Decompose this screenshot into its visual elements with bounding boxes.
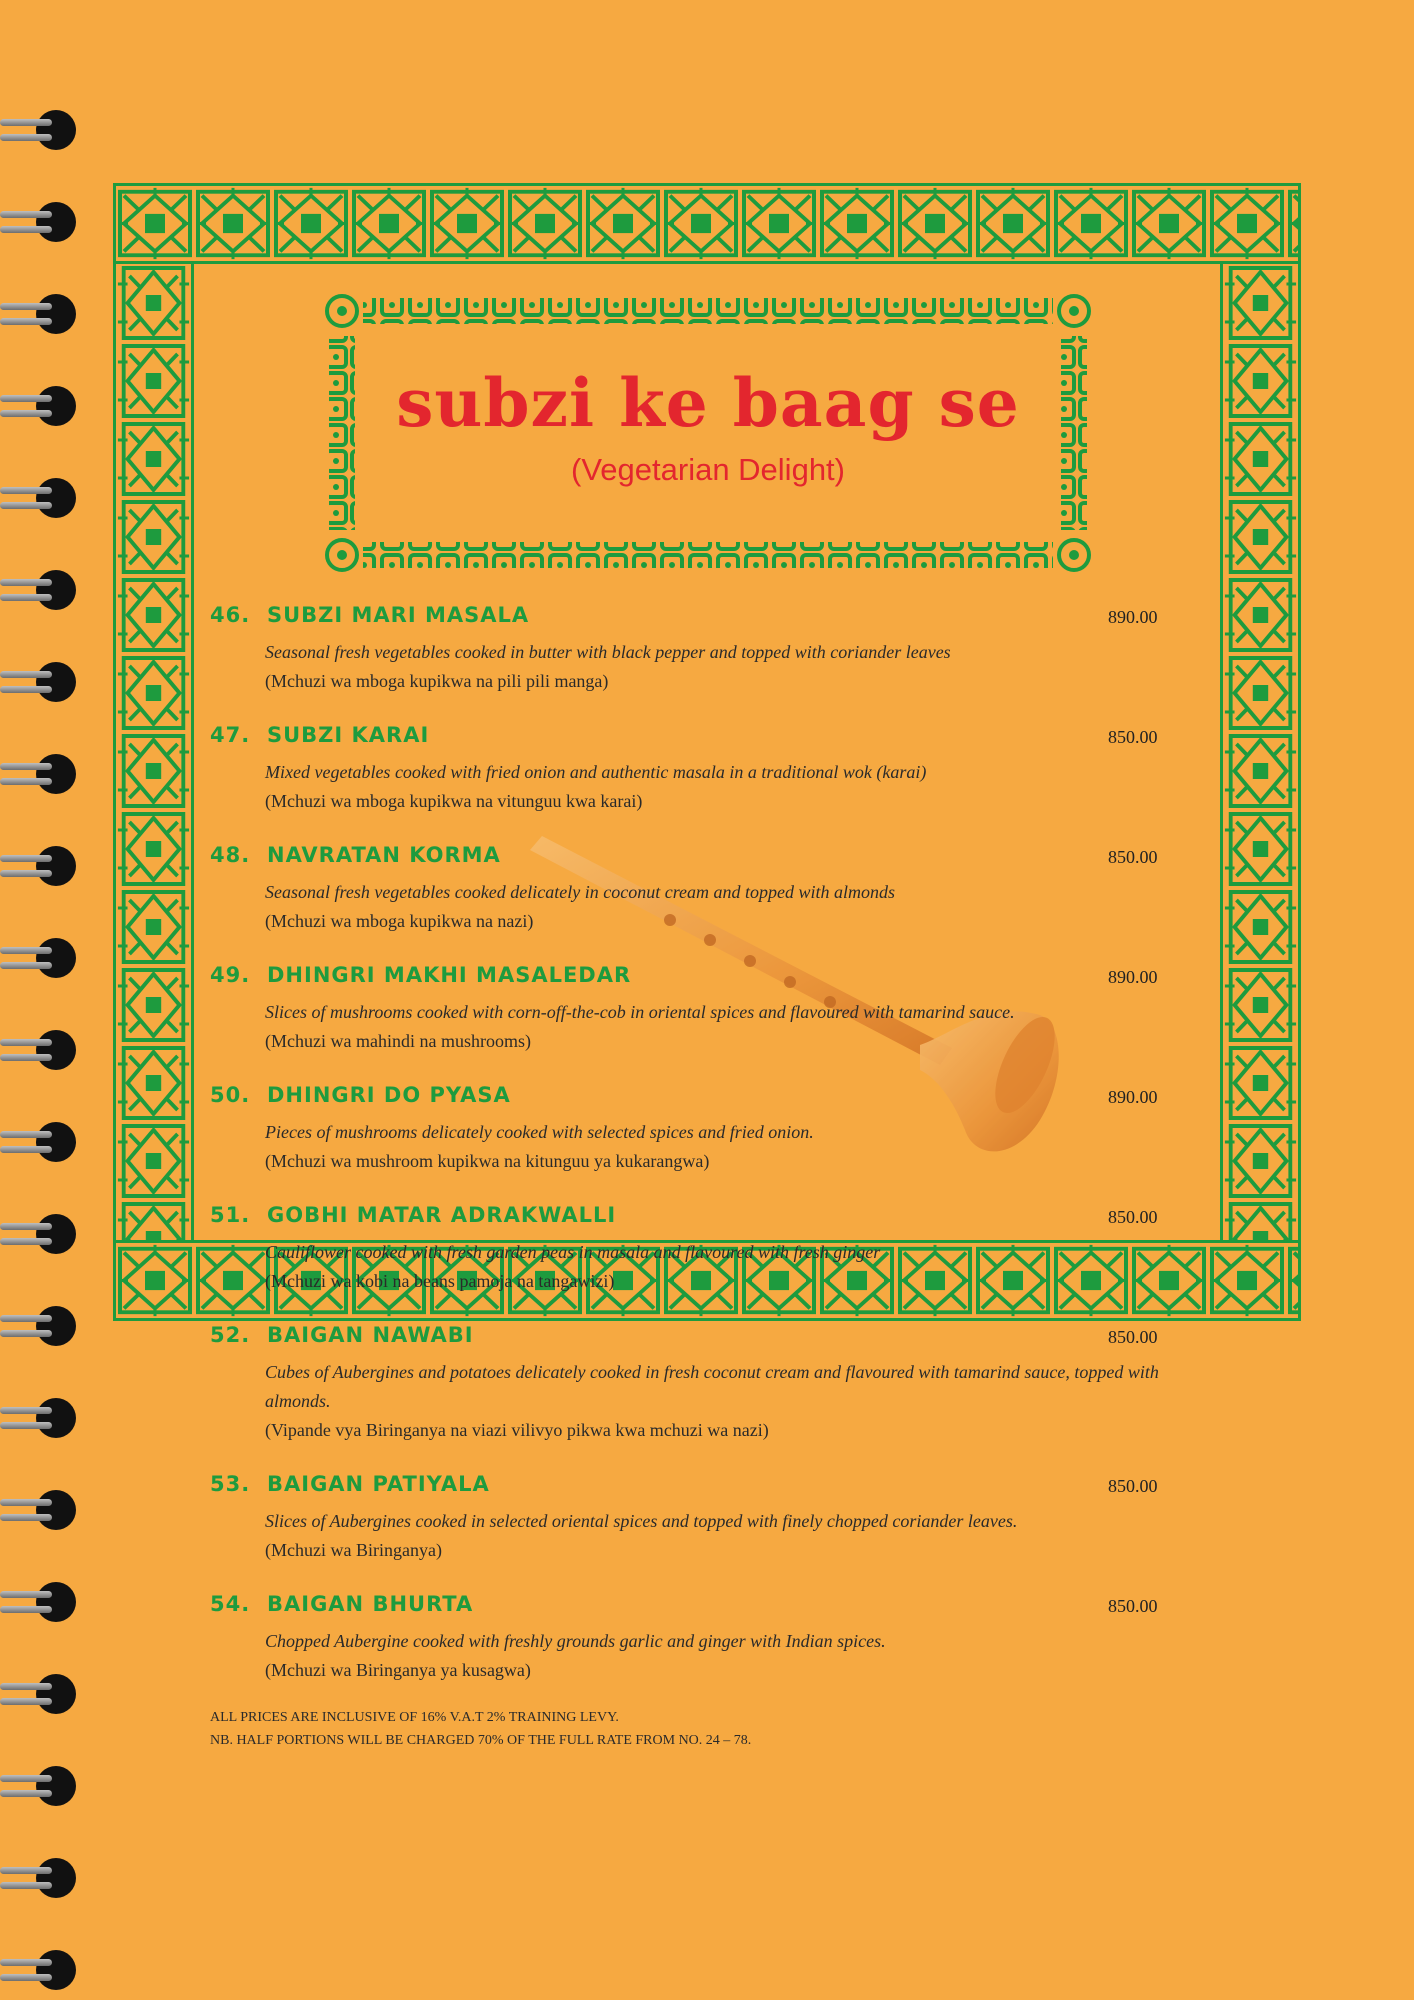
item-price: 850.00 [1108, 1476, 1158, 1496]
item-swahili-description: (Mchuzi wa mushroom kupikwa na kitunguu ya kukarangwa) [265, 1151, 710, 1171]
item-description: Pieces of mushrooms delicately cooked with selected spices and fried onion. [265, 1122, 814, 1142]
item-name: NAVRATAN KORMA [267, 843, 501, 867]
item-swahili-description: (Vipande vya Biringanya na viazi vilivyo pikwa kwa mchuzi wa nazi) [265, 1420, 769, 1440]
menu-item [210, 723, 1170, 816]
item-swahili-description: (Mchuzi wa mboga kupikwa na vitunguu kwa karai) [265, 791, 643, 811]
spiral-ring [0, 1490, 78, 1530]
spiral-ring [0, 754, 78, 794]
item-number: 51. [210, 1203, 251, 1227]
item-number: 52. [210, 1323, 251, 1347]
item-swahili-description: (Mchuzi wa Biringanya) [265, 1540, 442, 1560]
menu-item [210, 1323, 1170, 1445]
spiral-ring [0, 478, 78, 518]
spiral-ring [0, 1214, 78, 1254]
item-description: Seasonal fresh vegetables cooked delicately in coconut cream and topped with almonds [265, 882, 896, 902]
spiral-ring [0, 1766, 78, 1806]
item-description: Cubes of Aubergines and potatoes delicately cooked in fresh coconut cream and flavoured with tamarind sauce, topped with almonds. [265, 1362, 1159, 1411]
item-number: 50. [210, 1083, 251, 1107]
spiral-ring [0, 1950, 78, 1990]
spiral-ring [0, 1674, 78, 1714]
item-swahili-description: (Mchuzi wa mboga kupikwa na pili pili manga) [265, 671, 609, 691]
item-name: BAIGAN PATIYALA [267, 1472, 490, 1496]
item-description: Slices of mushrooms cooked with corn-off-the-cob in oriental spices and flavoured with tamarind sauce. [265, 1002, 1015, 1022]
item-price: 850.00 [1108, 1327, 1158, 1347]
item-number: 49. [210, 963, 251, 987]
page-title: subzi ke baag se [396, 364, 1020, 442]
item-name: GOBHI MATAR ADRAKWALLI [267, 1203, 617, 1227]
vat-note: ALL PRICES ARE INCLUSIVE OF 16% V.A.T 2% TRAINING LEVY. [210, 1710, 619, 1725]
item-price: 850.00 [1108, 1207, 1158, 1227]
spiral-ring [0, 938, 78, 978]
menu-item [210, 1592, 1170, 1685]
menu-item [210, 843, 1170, 936]
spiral-ring [0, 1030, 78, 1070]
menu-item [210, 1203, 1170, 1296]
spiral-binding [0, 0, 80, 2000]
spiral-ring [0, 1582, 78, 1622]
spiral-ring [0, 1398, 78, 1438]
item-number: 53. [210, 1472, 251, 1496]
spiral-ring [0, 386, 78, 426]
item-description: Chopped Aubergine cooked with freshly grounds garlic and ginger with Indian spices. [265, 1631, 886, 1651]
menu-item [210, 1472, 1170, 1565]
price-notes [210, 1706, 751, 1752]
item-number: 46. [210, 603, 251, 627]
item-description: Cauliflower cooked with fresh garden peas in masala and flavoured with fresh ginger [265, 1242, 881, 1262]
item-description: Mixed vegetables cooked with fried onion and authentic masala in a traditional wok (karai) [265, 762, 927, 782]
item-number: 47. [210, 723, 251, 747]
spiral-ring [0, 846, 78, 886]
item-price: 850.00 [1108, 1596, 1158, 1616]
item-number: 54. [210, 1592, 251, 1616]
item-name: BAIGAN BHURTA [267, 1592, 474, 1616]
half-portion-note: NB. HALF PORTIONS WILL BE CHARGED 70% OF THE FULL RATE FROM NO. 24 – 78. [210, 1733, 752, 1748]
title-box [323, 292, 1093, 574]
item-name: SUBZI KARAI [267, 723, 430, 747]
spiral-ring [0, 1306, 78, 1346]
item-swahili-description: (Mchuzi wa mahindi na mushrooms) [265, 1031, 531, 1051]
border-band-top [116, 186, 1298, 264]
item-name: SUBZI MARI MASALA [267, 603, 530, 627]
menu-item [210, 603, 1170, 696]
menu-item [210, 963, 1170, 1056]
item-name: DHINGRI MAKHI MASALEDAR [267, 963, 632, 987]
spiral-ring [0, 1122, 78, 1162]
spiral-ring [0, 1858, 78, 1898]
item-number: 48. [210, 843, 251, 867]
item-price: 850.00 [1108, 727, 1158, 747]
menu-list [210, 603, 1170, 1712]
item-swahili-description: (Mchuzi wa mboga kupikwa na nazi) [265, 911, 534, 931]
border-band-left [116, 264, 194, 1240]
item-price: 850.00 [1108, 847, 1158, 867]
item-price: 890.00 [1108, 1087, 1158, 1107]
item-name: DHINGRI DO PYASA [267, 1083, 511, 1107]
item-swahili-description: (Mchuzi wa Biringanya ya kusagwa) [265, 1660, 531, 1680]
spiral-ring [0, 294, 78, 334]
spiral-ring [0, 202, 78, 242]
item-description: Seasonal fresh vegetables cooked in butter with black pepper and topped with coriander leaves [265, 642, 951, 662]
item-description: Slices of Aubergines cooked in selected oriental spices and topped with finely chopped coriander leaves. [265, 1511, 1018, 1531]
item-price: 890.00 [1108, 967, 1158, 987]
spiral-ring [0, 570, 78, 610]
item-name: BAIGAN NAWABI [267, 1323, 474, 1347]
item-swahili-description: (Mchuzi wa kobi na beans pamoja na tangawizi) [265, 1271, 615, 1291]
border-band-right [1220, 264, 1298, 1240]
page-subtitle: (Vegetarian Delight) [571, 452, 845, 487]
spiral-ring [0, 110, 78, 150]
item-price: 890.00 [1108, 607, 1158, 627]
menu-item [210, 1083, 1170, 1176]
spiral-ring [0, 662, 78, 702]
